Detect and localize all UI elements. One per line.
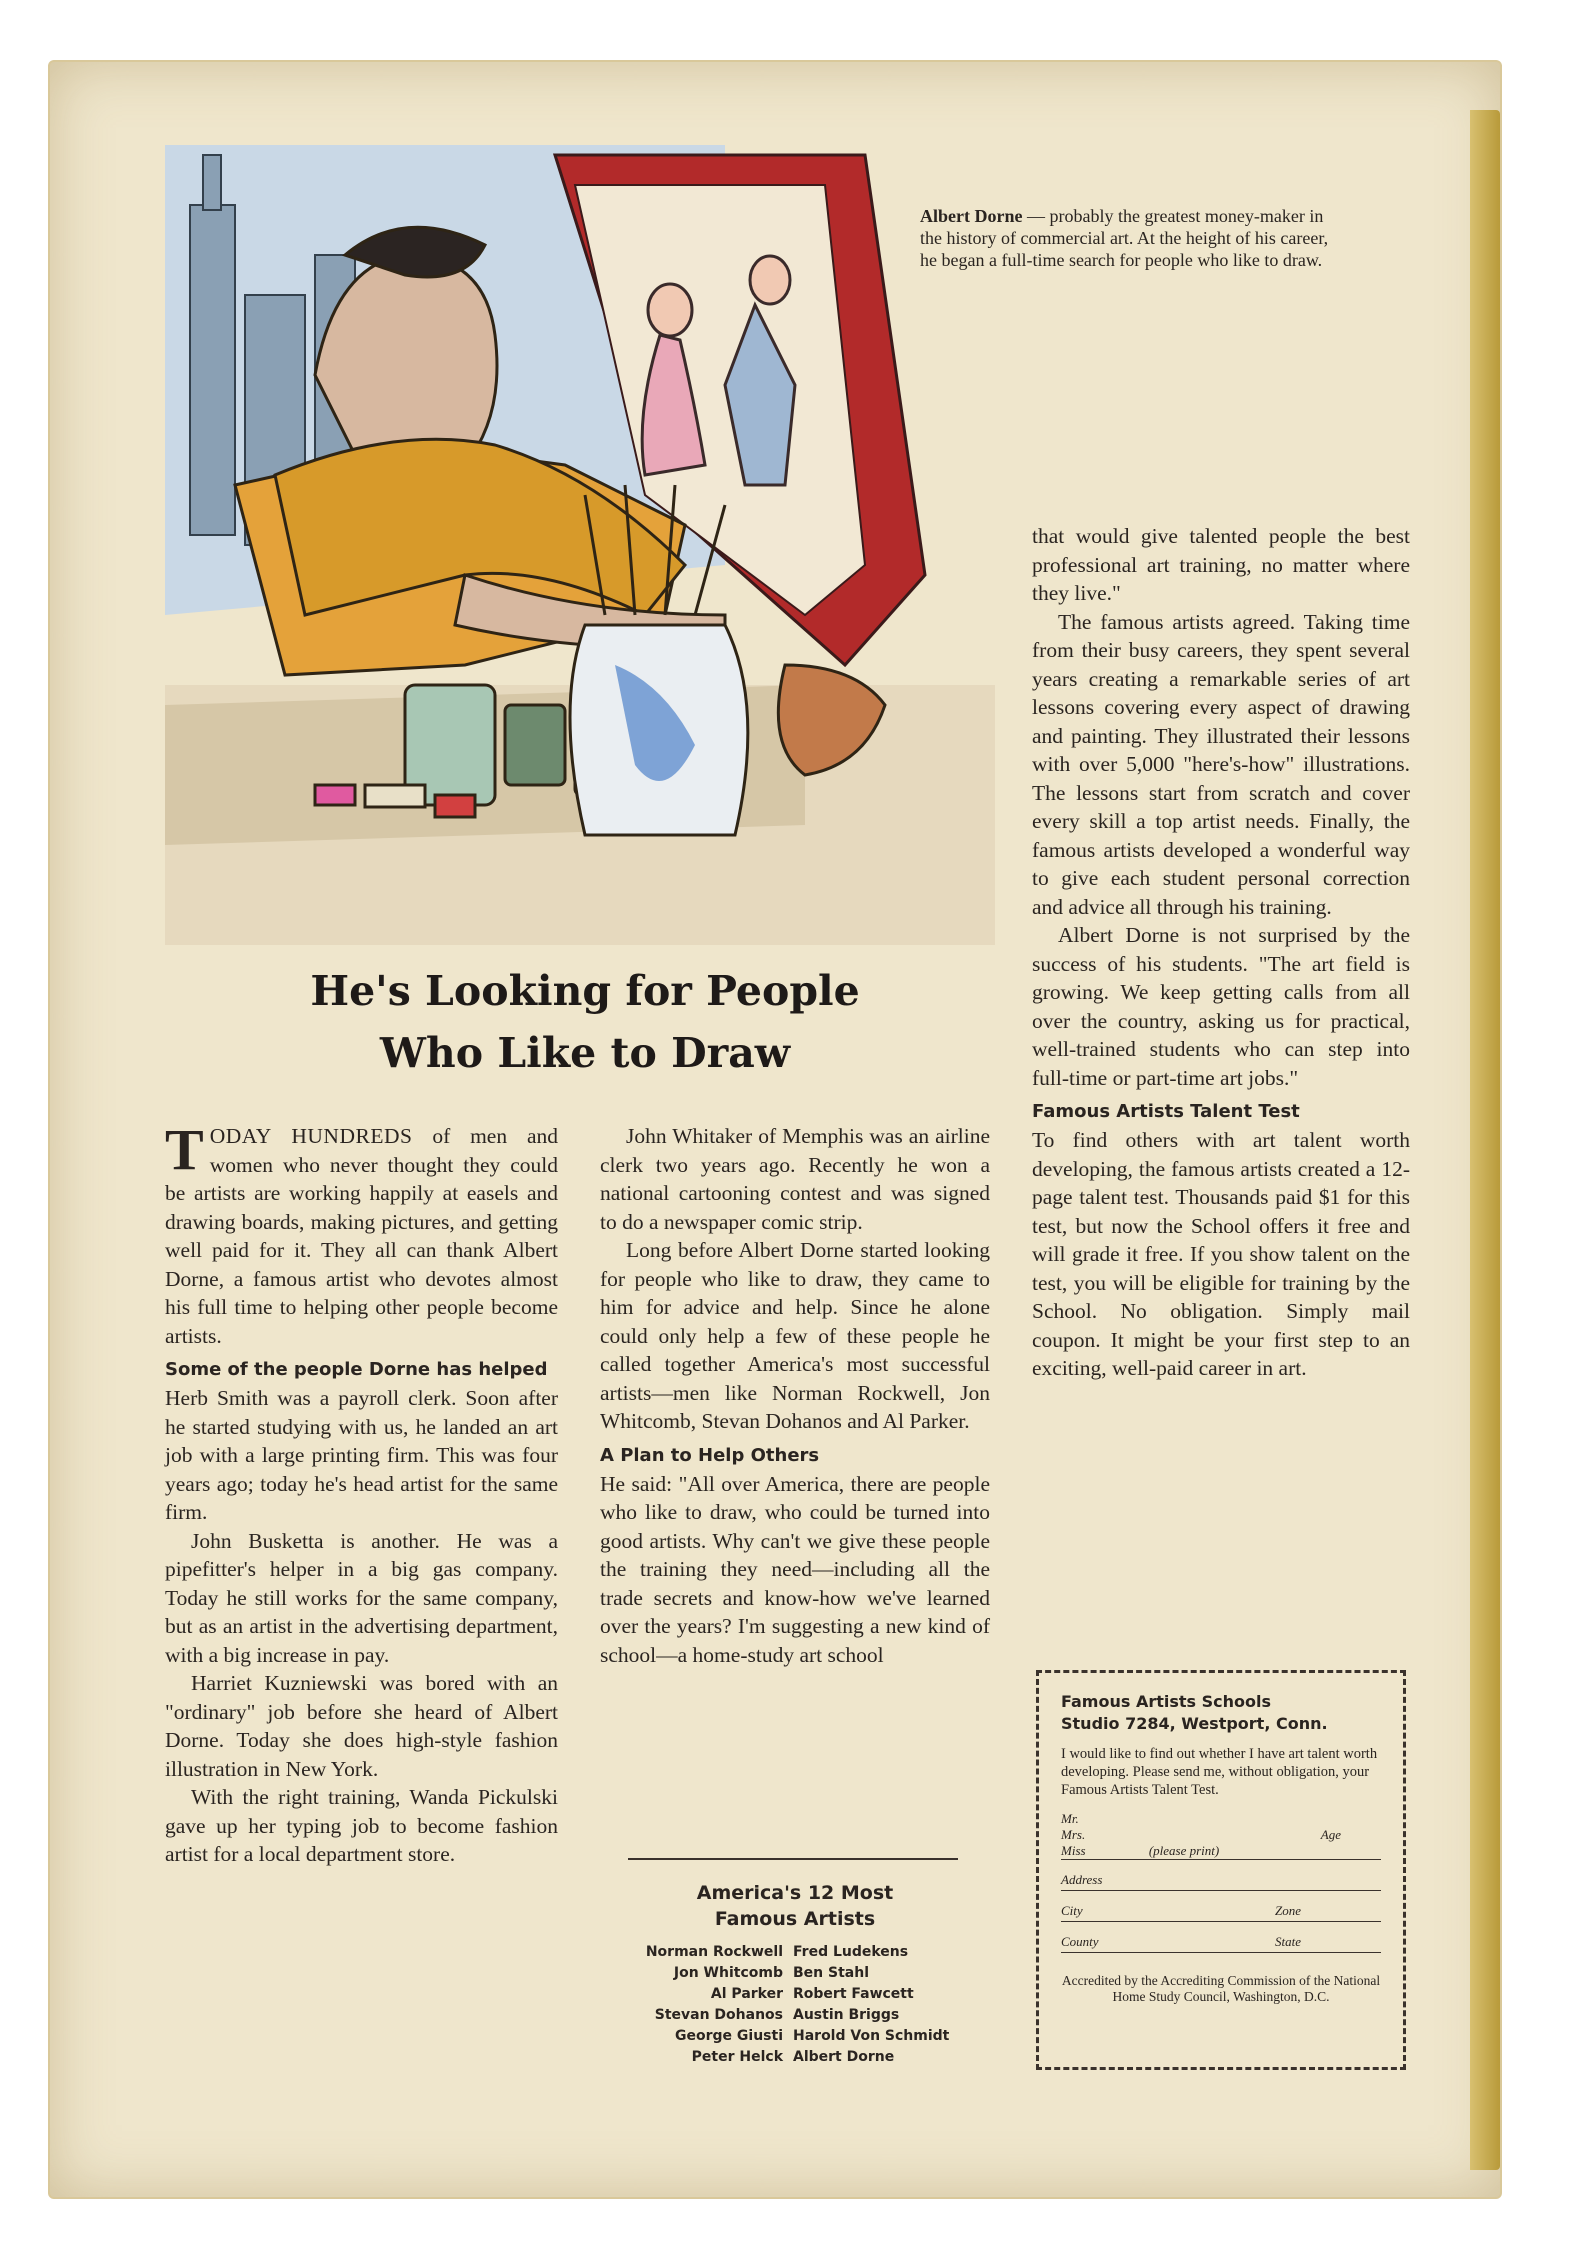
coupon-mrs-label: Mrs. xyxy=(1061,1827,1086,1842)
artists-grid xyxy=(600,1942,990,2068)
col3-paragraph-3: Albert Dorne is not surprised by the success of his students. "The art field is growing. We keep getting calls from all over the country, asking us for practical, well-trained students who can step into full-time or part-time art jobs." xyxy=(1032,923,1410,1090)
coupon-county-label: County xyxy=(1061,1934,1099,1949)
artist-name: Ben Stahl xyxy=(793,1965,869,1981)
artist-name: George Giusti xyxy=(675,2028,783,2044)
coupon-accreditation: Accredited by the Accrediting Commission of the National Home Study Council, Washington, D.C. xyxy=(1061,1973,1381,2004)
caption-text: — probably the greatest money-maker in the history of commercial art. At the height of his career, he began a full-time search for people who like to draw. xyxy=(920,206,1329,270)
artist-name: Stevan Dohanos xyxy=(654,2007,783,2023)
coupon-mr-label: Mr. xyxy=(1061,1811,1079,1826)
lead-in: ODAY HUNDREDS xyxy=(209,1124,413,1148)
mail-coupon xyxy=(1036,1670,1406,2070)
headline-line-1: He's Looking for People xyxy=(310,967,860,1015)
coupon-studio-address: Studio 7284, Westport, Conn. xyxy=(1061,1714,1328,1733)
coupon-request-text: I would like to find out whether I have art talent worth developing. Please send me, without obligation, your Famous Artists Talent Test. xyxy=(1061,1746,1378,1798)
artist-name: Peter Helck xyxy=(691,2049,783,2065)
coupon-zone-label: Zone xyxy=(1275,1903,1301,1918)
subhead-talent-test: Famous Artists Talent Test xyxy=(1032,1101,1300,1122)
col2-paragraph-3: He said: "All over America, there are people who like to draw, who could be turned into good artists. Why can't we give these people the training they need—including all the trade secrets and know-how we've learned over the years? I'm suggesting a new kind of school—a home-study art school xyxy=(600,1471,990,1667)
coupon-county-state-field[interactable] xyxy=(1061,1934,1381,1953)
page-spine-edge xyxy=(1470,110,1500,2170)
col3-paragraph-4: To find others with art talent worth developing, the famous artists created a 12-page talent test. Thousands paid $1 for this test, but now the School offers it free and will grade it free. If you show talent on the test, you will be eligible for training by the School. No obligation. Simply mail coupon. It might be your first step to an exciting, well-paid career in art. xyxy=(1032,1128,1410,1380)
artist-name: Norman Rockwell xyxy=(645,1944,783,1960)
col1-paragraph-2: Herb Smith was a payroll clerk. Soon after he started studying with us, he landed an art job with a large printing firm. This was four years ago; today he's head artist for the same firm. xyxy=(165,1386,558,1524)
artist-name: Fred Ludekens xyxy=(793,1944,909,1960)
col1-paragraph-3: John Busketta is another. He was a pipefitter's helper in a big gas company. Today he still works for the same company, but as an artist in the advertising department, with a big increase in pay. xyxy=(165,1528,558,1667)
article-column-2 xyxy=(600,1122,990,1669)
albert-dorne-illustration xyxy=(165,145,995,945)
drop-cap: T xyxy=(165,1117,204,1182)
artist-name: Harold Von Schmidt xyxy=(793,2028,950,2044)
col1-paragraph-5: With the right training, Wanda Pickulski gave up her typing job to become fashion artist for a local department store. xyxy=(165,1785,558,1866)
illustration-caption xyxy=(920,205,1340,271)
artist-name: Jon Whitcomb xyxy=(673,1965,783,1981)
artist-name: Robert Fawcett xyxy=(793,1986,914,2002)
famous-artists-list xyxy=(600,1880,990,2068)
col1-paragraph-1: of men and women who never thought they could be artists are working happily at easels and drawing boards, making pictures, and getting well paid for it. They all can thank Albert Dorne, a famous artist who devotes almost his full time to helping other people become artists. xyxy=(165,1124,558,1348)
coupon-please-print: (please print) xyxy=(1148,1843,1220,1858)
col2-paragraph-1: John Whitaker of Memphis was an airline clerk two years ago. Recently he won a national cartooning contest and was signed to do a newspaper comic strip. xyxy=(600,1124,990,1234)
headline xyxy=(230,960,940,1084)
article-column-3 xyxy=(1032,522,1410,1383)
coupon-state-label: State xyxy=(1275,1934,1301,1949)
subhead-plan: A Plan to Help Others xyxy=(600,1444,820,1466)
artists-list-title xyxy=(600,1880,990,1932)
artist-name: Al Parker xyxy=(710,1986,783,2002)
col2-paragraph-2: Long before Albert Dorne started looking for people who like to draw, they came to him for advice and help. Since he alone could only help a few of these people he called together America's most successful artists—men like Norman Rockwell, Jon Whitcomb, Stevan Dohanos and Al Parker. xyxy=(600,1238,990,1433)
coupon-age-label: Age xyxy=(1320,1827,1341,1842)
caption-name: Albert Dorne xyxy=(920,206,1023,226)
article-column-1 xyxy=(165,1117,558,1869)
artists-title-line-2: Famous Artists xyxy=(714,1908,876,1930)
col3-paragraph-1: that would give talented people the best professional art training, no matter where they live." xyxy=(1032,524,1410,605)
coupon-school-name: Famous Artists Schools xyxy=(1061,1692,1271,1711)
artists-title-line-1: America's 12 Most xyxy=(696,1882,894,1904)
coupon-address-label: Address xyxy=(1061,1872,1103,1887)
headline-line-2: Who Like to Draw xyxy=(379,1029,791,1077)
artist-name: Austin Briggs xyxy=(793,2007,900,2023)
divider-rule xyxy=(628,1858,958,1860)
coupon-address-field[interactable] xyxy=(1061,1872,1381,1891)
artist-name: Albert Dorne xyxy=(793,2049,895,2065)
col1-paragraph-4: Harriet Kuzniewski was bored with an "ordinary" job before she heard of Albert Dorne. Today she does high-style fashion illustration in New York. xyxy=(165,1671,558,1781)
coupon-city-label: City xyxy=(1061,1903,1083,1918)
coupon-city-zone-field[interactable] xyxy=(1061,1903,1381,1922)
subhead-people-helped: Some of the people Dorne has helped xyxy=(165,1359,548,1380)
coupon-name-field[interactable] xyxy=(1061,1811,1381,1860)
col3-paragraph-2: The famous artists agreed. Taking time from their busy careers, they spent several years creating a remarkable series of art lessons covering every aspect of drawing and painting. They illustrated their lessons with over 5,000 "here's-how" illustrations. The lessons start from scratch and cover every skill a top artist needs. Finally, the famous artists developed a wonderful way to give each student personal correction and advice all through his training. xyxy=(1032,609,1410,919)
coupon-miss-label: Miss xyxy=(1061,1843,1086,1858)
